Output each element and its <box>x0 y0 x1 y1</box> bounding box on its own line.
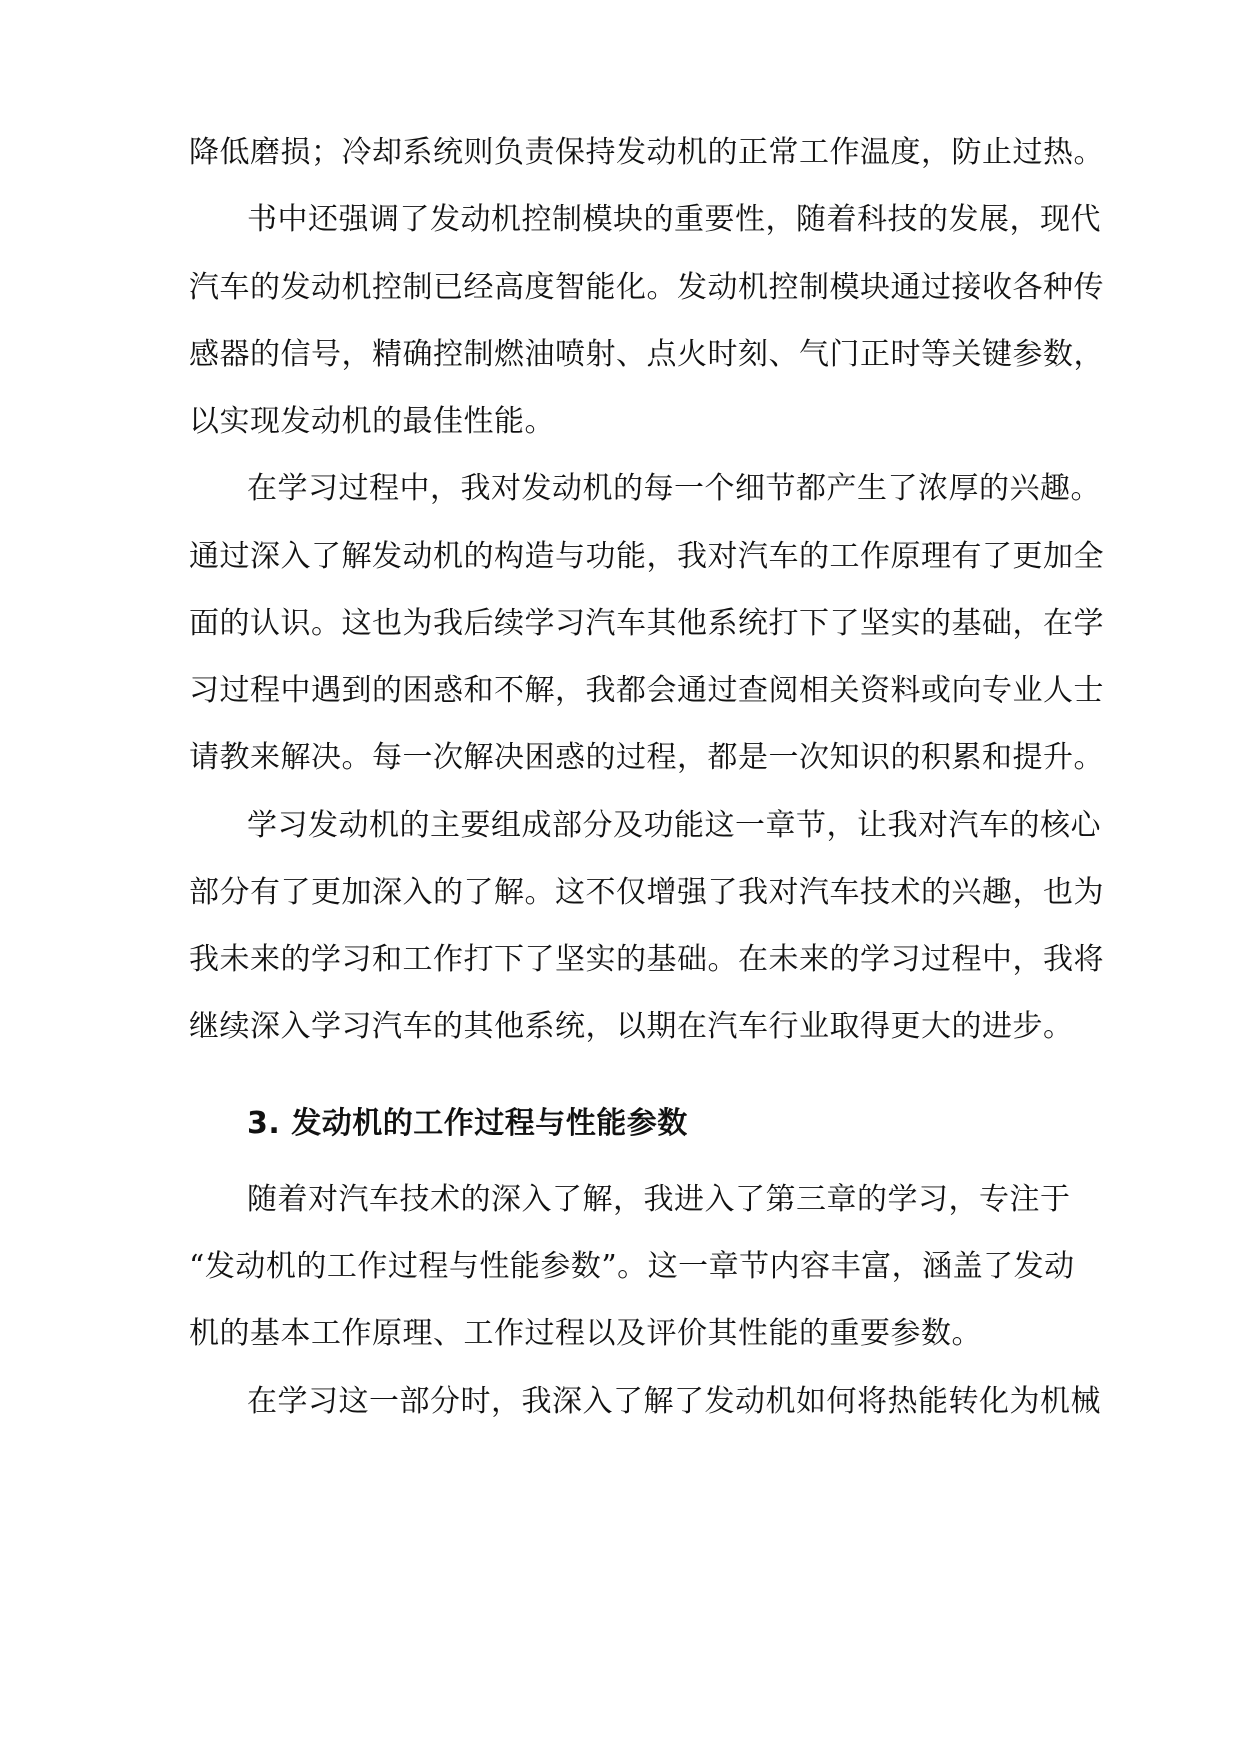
paragraph-line: 降低磨损；冷却系统则负责保持发动机的正常工作温度，防止过热。 <box>189 135 1104 170</box>
paragraph-line: 我未来的学习和工作打下了坚实的基础。在未来的学习过程中，我将 <box>189 942 1104 977</box>
paragraph-line: “发动机的工作过程与性能参数”。这一章节内容丰富，涵盖了发动 <box>189 1249 1075 1284</box>
paragraph-line: 随着对汽车技术的深入了解，我进入了第三章的学习，专注于 <box>247 1182 1071 1217</box>
paragraph-line: 以实现发动机的最佳性能。 <box>189 404 555 439</box>
paragraph-line: 通过深入了解发动机的构造与功能，我对汽车的工作原理有了更加全 <box>189 539 1104 574</box>
paragraph-line: 汽车的发动机控制已经高度智能化。发动机控制模块通过接收各种传 <box>189 270 1104 305</box>
paragraph-line: 习过程中遇到的困惑和不解，我都会通过查阅相关资料或向专业人士 <box>189 673 1104 708</box>
paragraph-line: 感器的信号，精确控制燃油喷射、点火时刻、气门正时等关键参数， <box>189 337 1104 372</box>
paragraph-line: 学习发动机的主要组成部分及功能这一章节，让我对汽车的核心 <box>247 808 1101 843</box>
paragraph-line: 在学习过程中，我对发动机的每一个细节都产生了浓厚的兴趣。 <box>247 471 1101 506</box>
paragraph-line: 机的基本工作原理、工作过程以及评价其性能的重要参数。 <box>189 1316 982 1351</box>
paragraph-line: 面的认识。这也为我后续学习汽车其他系统打下了坚实的基础，在学 <box>189 606 1104 641</box>
paragraph-line: 请教来解决。每一次解决困惑的过程，都是一次知识的积累和提升。 <box>189 740 1104 775</box>
paragraph-line: 书中还强调了发动机控制模块的重要性，随着科技的发展，现代 <box>247 202 1101 237</box>
paragraph-line: 在学习这一部分时，我深入了解了发动机如何将热能转化为机械 <box>247 1384 1101 1419</box>
paragraph-line: 部分有了更加深入的了解。这不仅增强了我对汽车技术的兴趣，也为 <box>189 875 1104 910</box>
section-heading: 3. 发动机的工作过程与性能参数 <box>247 1106 688 1141</box>
paragraph-line: 继续深入学习汽车的其他系统，以期在汽车行业取得更大的进步。 <box>189 1009 1074 1044</box>
